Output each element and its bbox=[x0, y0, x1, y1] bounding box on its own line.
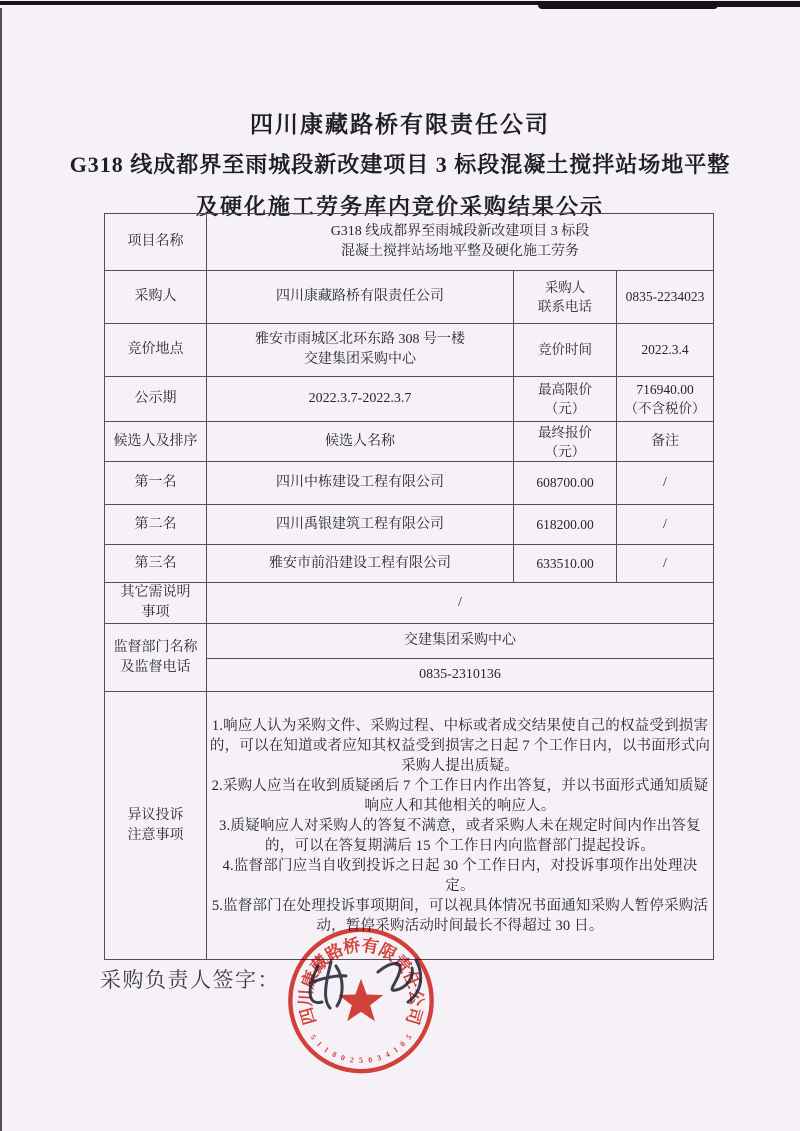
candidate-note: / bbox=[617, 462, 714, 505]
max-price-label: 最高限价 （元） bbox=[514, 377, 617, 422]
svg-text:0: 0 bbox=[339, 1053, 347, 1063]
candidate-rank: 第三名 bbox=[105, 545, 207, 583]
project-name-value: G318 线成都界至雨城段新改建项目 3 标段 混凝土搅拌站场地平整及硬化施工劳务 bbox=[207, 214, 714, 271]
candidate-price: 608700.00 bbox=[514, 462, 617, 505]
svg-text:5: 5 bbox=[308, 1032, 318, 1042]
bidding-time-value: 2022.3.4 bbox=[617, 324, 714, 377]
objection-notice-text bbox=[207, 692, 714, 960]
bidding-location-label: 竞价地点 bbox=[105, 324, 207, 377]
max-price-value: 716940.00 （不含税价） bbox=[617, 377, 714, 422]
scan-edge-artifact-top-right bbox=[712, 1, 800, 7]
supervision-dept-name: 交建集团采购中心 bbox=[207, 624, 714, 659]
svg-text:桥: 桥 bbox=[341, 935, 362, 958]
candidate-row-2 bbox=[105, 505, 714, 545]
announcement-title-line2: 及硬化施工劳务库内竞价采购结果公示 bbox=[195, 194, 604, 219]
svg-text:0: 0 bbox=[367, 1055, 373, 1065]
svg-text:3: 3 bbox=[375, 1053, 383, 1063]
candidate-note: / bbox=[617, 545, 714, 583]
objection-paragraph-2: 2.采购人应当在收到质疑函后 7 个工作日内作出答复，并以书面形式通知质疑响应人和其他相关的响应人。 bbox=[211, 777, 709, 814]
table-row bbox=[105, 624, 714, 659]
svg-text:0: 0 bbox=[398, 1039, 408, 1049]
purchase-manager-signature-label: 采购负责人签字： bbox=[100, 968, 280, 992]
svg-text:四: 四 bbox=[296, 1005, 320, 1027]
candidate-price: 633510.00 bbox=[514, 545, 617, 583]
svg-text:5: 5 bbox=[359, 1056, 363, 1066]
svg-text:8: 8 bbox=[330, 1049, 339, 1060]
candidate-name: 四川中栋建设工程有限公司 bbox=[207, 462, 514, 505]
objection-paragraph-1: 1.响应人认为采购文件、采购过程、中标或者成交结果使自己的权益受到损害的，可以在知道或者应知其权益受到损害之日起 7 个工作日内，以书面形式向采购人提出质疑。 bbox=[209, 717, 711, 774]
candidate-row-1 bbox=[105, 462, 714, 505]
purchaser-phone-label: 采购人 联系电话 bbox=[514, 271, 617, 324]
document-header bbox=[0, 106, 800, 228]
candidate-row-3 bbox=[105, 545, 714, 583]
svg-text:司: 司 bbox=[402, 1005, 426, 1027]
project-name-label: 项目名称 bbox=[105, 214, 207, 271]
svg-text:限: 限 bbox=[375, 940, 400, 965]
svg-text:康: 康 bbox=[298, 968, 323, 992]
header-note: 备注 bbox=[617, 422, 714, 462]
other-notes-label: 其它需说明 事项 bbox=[105, 583, 207, 624]
table-row bbox=[105, 583, 714, 624]
scan-edge-artifact-bump bbox=[538, 1, 718, 9]
supervision-dept-label: 监督部门名称 及监督电话 bbox=[105, 624, 207, 692]
svg-text:路: 路 bbox=[322, 940, 347, 965]
svg-text:1: 1 bbox=[314, 1039, 324, 1049]
svg-text:4: 4 bbox=[383, 1049, 392, 1060]
announcement-title-line1: G318 线成都界至雨城段新改建项目 3 标段混凝土搅拌站场地平整 bbox=[69, 152, 731, 177]
svg-text:藏: 藏 bbox=[307, 951, 333, 977]
svg-text:责: 责 bbox=[389, 951, 415, 977]
table-header-row bbox=[105, 422, 714, 462]
purchaser-phone-value: 0835-2234023 bbox=[617, 271, 714, 324]
candidate-note: / bbox=[617, 505, 714, 545]
candidate-rank: 第二名 bbox=[105, 505, 207, 545]
bidding-location-value: 雅安市雨城区北环东路 308 号一楼 交建集团采购中心 bbox=[207, 324, 514, 377]
objection-paragraph-4: 4.监督部门应当自收到投诉之日起 30 个工作日内，对投诉事项作出处理决定。 bbox=[222, 857, 698, 894]
svg-text:川: 川 bbox=[296, 988, 317, 1007]
publicity-period-value: 2022.3.7-2022.3.7 bbox=[207, 377, 514, 422]
signature-handwriting bbox=[295, 948, 445, 1023]
table-row bbox=[105, 214, 714, 271]
candidate-rank: 第一名 bbox=[105, 462, 207, 505]
supervision-dept-phone: 0835-2310136 bbox=[207, 659, 714, 692]
company-title: 四川康藏路桥有限责任公司 bbox=[250, 112, 550, 137]
table-row bbox=[105, 692, 714, 960]
candidate-name: 雅安市前沿建设工程有限公司 bbox=[207, 545, 514, 583]
candidate-name: 四川禹银建筑工程有限公司 bbox=[207, 505, 514, 545]
svg-text:公: 公 bbox=[405, 988, 426, 1007]
svg-text:2: 2 bbox=[349, 1055, 355, 1065]
candidate-price: 618200.00 bbox=[514, 505, 617, 545]
objection-notice-label: 异议投诉 注意事项 bbox=[105, 692, 207, 960]
svg-text:1: 1 bbox=[322, 1044, 331, 1055]
header-final-price: 最终报价 （元） bbox=[514, 422, 617, 462]
bidding-time-label: 竞价时间 bbox=[514, 324, 617, 377]
other-notes-value: / bbox=[207, 583, 714, 624]
table-row bbox=[105, 324, 714, 377]
publicity-period-label: 公示期 bbox=[105, 377, 207, 422]
objection-paragraph-3: 3.质疑响应人对采购人的答复不满意，或者采购人未在规定时间内作出答复的，可以在答复期满后 15 个工作日内向监督部门提起投诉。 bbox=[219, 817, 701, 854]
header-candidate-name: 候选人名称 bbox=[207, 422, 514, 462]
svg-text:5: 5 bbox=[404, 1032, 414, 1042]
svg-text:有: 有 bbox=[360, 935, 381, 958]
purchaser-label: 采购人 bbox=[105, 271, 207, 324]
objection-paragraph-5: 5.监督部门在处理投诉事项期间，可以视具体情况书面通知采购人暂停采购活动，暂停采购活动时间最长不得超过 30 日。 bbox=[211, 897, 709, 934]
svg-text:1: 1 bbox=[391, 1044, 400, 1055]
header-rank: 候选人及排序 bbox=[105, 422, 207, 462]
table-row bbox=[105, 271, 714, 324]
table-row bbox=[105, 377, 714, 422]
result-table bbox=[104, 213, 714, 960]
purchaser-value: 四川康藏路桥有限责任公司 bbox=[207, 271, 514, 324]
svg-text:任: 任 bbox=[399, 968, 424, 992]
